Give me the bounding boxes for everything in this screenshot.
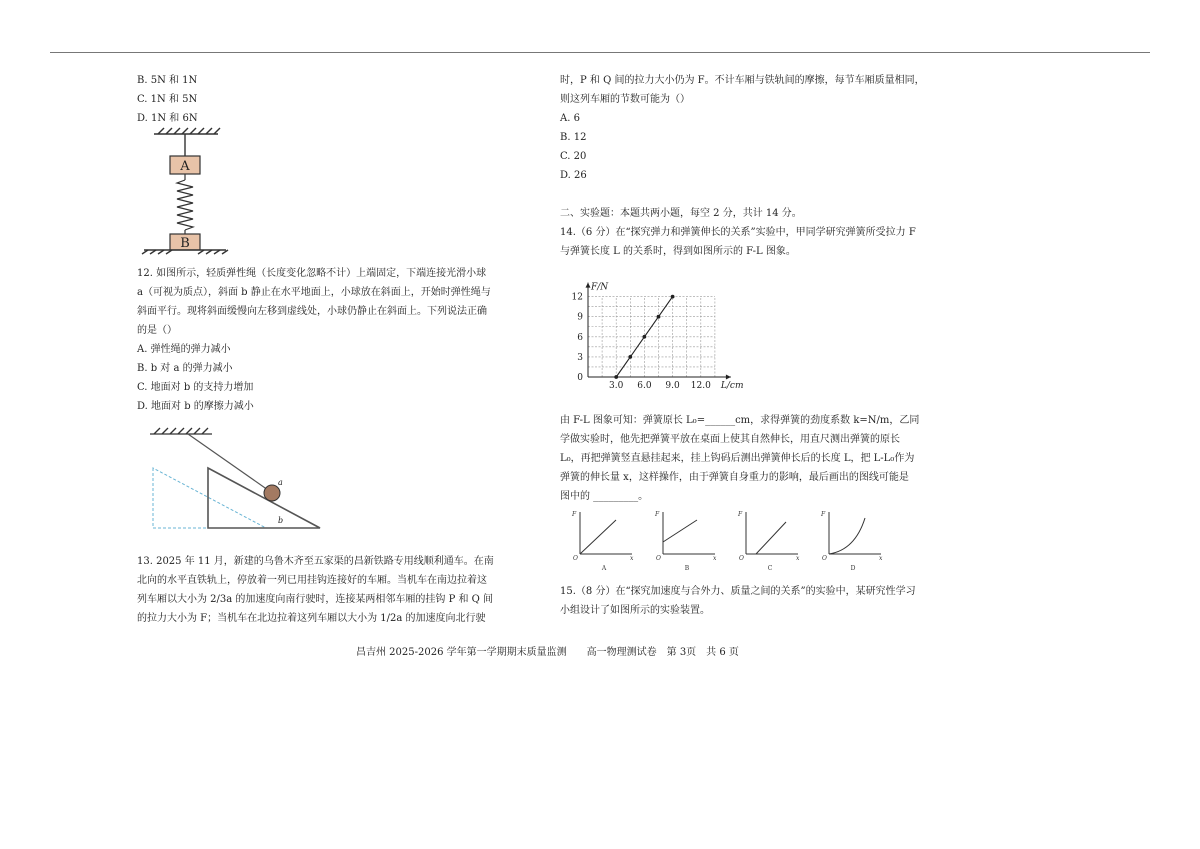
q12-line-4: 的是（） [137, 325, 177, 336]
graph-a [566, 506, 638, 572]
graph-d-letter: D [850, 565, 856, 572]
q13-line-1: 13. 2025 年 11 月，新建的乌鲁木齐至五家渠的昌新铁路专用线顺利通车。在南 [137, 556, 494, 567]
top-rule [50, 52, 1150, 53]
q11-option-c: C. 1N 和 5N [137, 94, 198, 105]
graph-b-y-label: F [655, 511, 660, 518]
q12-option-d: D. 地面对 b 的摩擦力减小 [137, 401, 254, 412]
graph-a-letter: A [601, 565, 607, 572]
graph-c-letter: C [767, 565, 773, 572]
graph-d [815, 506, 887, 572]
q14-line-2: 与弹簧长度 L 的关系时，得到如图所示的 F-L 图象。 [560, 246, 796, 257]
q13-option-d: D. 26 [560, 170, 587, 181]
f-l-data-point [628, 355, 632, 359]
q12-option-a: A. 弹性绳的弹力减小 [137, 344, 231, 355]
x-tick-label: 12.0 [690, 381, 711, 391]
f-l-data-point [614, 375, 618, 379]
q12-line-1: 12. 如图所示，轻质弹性绳（长度变化忽略不计）上端固定，下端连接光滑小球 [137, 268, 487, 279]
q12-option-c: C. 地面对 b 的支持力增加 [137, 382, 254, 393]
incline-figure [148, 424, 328, 534]
q13-line-2: 北向的水平直铁轨上，停放着一列已用挂钩连接好的车厢。当机车在南边拉着这 [137, 575, 487, 586]
f-l-data-point [643, 335, 647, 339]
page-footer: 昌吉州 2025-2026 学年第一学期期末质量监测 高一物理测试卷 第 3页 共 6 页 [356, 647, 739, 658]
q11-option-d: D. 1N 和 6N [137, 113, 198, 124]
q12-option-b: B. b 对 a 的弹力减小 [137, 363, 233, 374]
x-tick-label: 6.0 [637, 381, 652, 391]
q13-line-4: 的拉力大小为 F；当机车在北边拉着这列车厢以大小为 1/2a 的加速度向北行驶 [137, 613, 486, 624]
section-2-heading: 二、实验题：本题共两小题，每空 2 分，共计 14 分。 [560, 208, 802, 219]
q13-option-a: A. 6 [560, 113, 580, 124]
q14-text-line-1: 由 F-L 图象可知：弹簧原长 L₀=______cm，求得弹簧的劲度系数 k=N/m，乙同 [560, 415, 920, 426]
y-tick-label: 12 [571, 292, 583, 303]
graph-d-y-label: F [821, 511, 826, 518]
q14-text-line-3: L₀，再把弹簧竖直悬挂起来，挂上钩码后测出弹簧伸长后的长度 L，把 L-L₀作为 [560, 453, 915, 464]
graph-b [649, 506, 721, 572]
q12-line-3: 斜面平行。现将斜面缓慢向左移到虚线处，小球仍静止在斜面上。下列说法正确 [137, 306, 487, 317]
q13-option-c: C. 20 [560, 151, 587, 162]
wedge-label: b [278, 516, 284, 525]
q14-text-line-5: 图中的 _________。 [560, 491, 649, 502]
f-l-chart [560, 266, 744, 396]
q14-text-line-2: 学做实验时，他先把弹簧平放在桌面上使其自然伸长，用直尺测出弹簧的原长 [560, 434, 900, 445]
graph-b-letter: B [684, 565, 690, 572]
graph-a-x-label: x [630, 555, 634, 562]
x-axis-arrow [726, 375, 731, 380]
block-a-label: A [180, 159, 190, 174]
block-b-label: B [180, 236, 190, 251]
x-tick-label: 3.0 [609, 381, 624, 391]
q13-cont-line-2: 则这列车厢的节数可能为（） [560, 94, 690, 105]
q13-option-b: B. 12 [560, 132, 587, 143]
q13-line-3: 列车厢以大小为 2/3a 的加速度向南行驶时，连接某两相邻车厢的挂钩 P 和 Q 间 [137, 594, 494, 605]
graph-c-y-label: F [738, 511, 743, 518]
q11-option-b: B. 5N 和 1N [137, 75, 198, 86]
x-axis-label: L/cm [720, 381, 744, 391]
y-tick-label: 9 [577, 312, 583, 323]
q12-line-2: a（可视为质点），斜面 b 静止在水平地面上，小球放在斜面上，开始时弹性绳与 [137, 287, 491, 298]
graph-b-origin: O [656, 555, 661, 562]
graph-a-y-label: F [572, 511, 577, 518]
x-tick-label: 9.0 [665, 381, 680, 391]
y-axis-arrow [586, 283, 591, 288]
ball-label: a [278, 478, 283, 487]
q14-line-1: 14.（6 分）在“探究弹力和弹簧伸长的关系”实验中，甲同学研究弹簧所受拉力 F [560, 227, 916, 238]
graph-b-x-label: x [713, 555, 717, 562]
graph-d-origin: O [822, 555, 827, 562]
spring-figure [140, 128, 230, 254]
f-l-data-point [657, 315, 661, 319]
y-tick-label: 0 [577, 373, 583, 383]
q13-cont-line-1: 时，P 和 Q 间的拉力大小仍为 F。不计车厢与铁轨间的摩擦，每节车厢质量相同， [560, 75, 925, 86]
graph-d-x-label: x [879, 555, 883, 562]
graph-a-origin: O [573, 555, 578, 562]
graph-c [732, 506, 804, 572]
y-tick-label: 3 [577, 352, 583, 363]
q14-text-line-4: 弹簧的伸长量 x，这样操作，由于弹簧自身重力的影响，最后画出的图线可能是 [560, 472, 909, 483]
y-axis-label: F/N [591, 282, 609, 293]
f-l-data-point [671, 295, 675, 299]
graph-c-x-label: x [796, 555, 800, 562]
y-tick-label: 6 [577, 332, 583, 343]
graph-c-origin: O [739, 555, 744, 562]
q15-line-1: 15.（8 分）在“探究加速度与合外力、质量之间的关系”的实验中，某研究性学习 [560, 586, 916, 597]
q15-line-2: 小组设计了如图所示的实验装置。 [560, 605, 710, 616]
